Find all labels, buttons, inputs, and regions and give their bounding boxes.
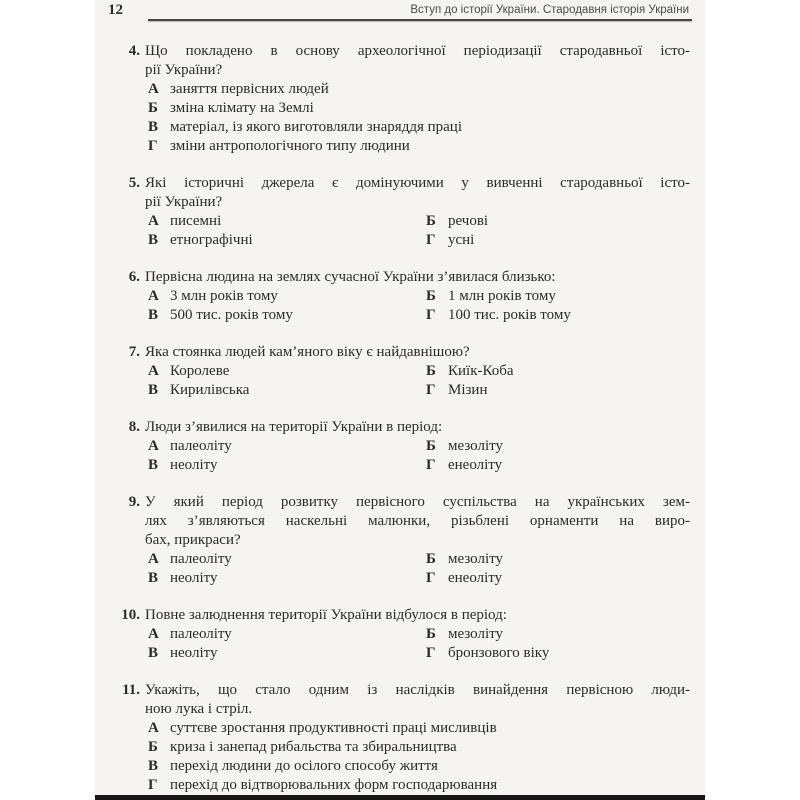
running-header [95, 0, 705, 21]
option-letter: Г [426, 307, 436, 323]
option-letter: Б [426, 626, 436, 642]
option-text: заняття первісних людей [170, 81, 329, 97]
option-letter: В [148, 307, 159, 323]
question-text: Первісна людина на землях сучасної України з’явилася близько: [145, 269, 556, 285]
option-text: Королеве [170, 363, 230, 379]
question-text: Люди з’явилися на території України в період: [145, 419, 443, 435]
answer-option [145, 776, 690, 795]
question-number: 4. [128, 43, 140, 59]
questions-list [95, 42, 705, 795]
option-text: Киїк-Коба [448, 363, 514, 379]
answer-option [423, 306, 690, 325]
answer-option [423, 456, 690, 475]
question-block-11 [95, 681, 705, 795]
option-letter: А [148, 626, 159, 642]
answer-option [145, 118, 690, 137]
option-letter: Г [148, 777, 158, 793]
page-surface [95, 0, 705, 800]
option-letter: Б [426, 213, 436, 229]
question-number: 11. [122, 682, 140, 698]
option-letter: Б [148, 100, 158, 116]
option-text: матеріал, із якого виготовляли знаряддя праці [170, 119, 462, 135]
option-letter: А [148, 213, 159, 229]
option-text: неоліту [170, 645, 218, 661]
running-header-title: Вступ до історії України. Стародавня історія України [410, 4, 689, 16]
answer-option [423, 437, 690, 456]
option-text: перехід до відтворювальних форм господарювання [170, 777, 498, 793]
answer-option [145, 80, 690, 99]
option-letter: Г [426, 645, 436, 661]
option-text: енеоліту [448, 457, 503, 473]
option-text: 500 тис. років тому [170, 307, 293, 323]
question-text: Що покладено в основу археологічної періодизації стародавньої істо- рії України? [145, 43, 690, 78]
answer-option [145, 287, 423, 306]
answer-option [145, 381, 423, 400]
question-text: Укажіть, що стало одним із наслідків винайдення первісною люди- ною лука і стріл. [145, 682, 690, 717]
option-letter: А [148, 363, 159, 379]
answer-option [423, 550, 690, 569]
question-block-7 [95, 343, 705, 400]
answer-option [145, 212, 423, 231]
question-text: Повне залюднення території України відбулося в період: [145, 607, 507, 623]
option-text: усні [448, 232, 475, 248]
option-text: речові [448, 213, 489, 229]
option-letter: В [148, 457, 159, 473]
option-letter: А [148, 720, 159, 736]
option-letter: В [148, 645, 159, 661]
option-text: мезоліту [448, 551, 503, 567]
option-text: писемні [170, 213, 222, 229]
option-letter: Г [426, 570, 436, 586]
question-block-5 [95, 174, 705, 250]
answer-option [423, 362, 690, 381]
option-letter: А [148, 438, 159, 454]
option-text: етнографічні [170, 232, 253, 248]
answer-option [145, 99, 690, 118]
page-number: 12 [108, 2, 123, 18]
question-number: 6. [128, 269, 140, 285]
option-text: мезоліту [448, 626, 503, 642]
answer-option [145, 137, 690, 156]
option-text: мезоліту [448, 438, 503, 454]
question-text: Яка стоянка людей кам’яного віку є найдавнішою? [145, 344, 470, 360]
answer-option [145, 719, 690, 738]
option-text: палеоліту [170, 438, 232, 454]
option-letter: Б [426, 288, 436, 304]
option-text: зміни антропологічного типу людини [170, 138, 410, 154]
option-letter: Г [426, 232, 436, 248]
header-rule [148, 19, 692, 21]
option-text: криза і занепад рибальства та збиральництва [170, 739, 457, 755]
option-text: Мізин [448, 382, 488, 398]
option-letter: А [148, 288, 159, 304]
option-letter: А [148, 551, 159, 567]
answer-option [145, 550, 423, 569]
option-letter: А [148, 81, 159, 97]
question-number: 8. [128, 419, 140, 435]
option-text: бронзового віку [448, 645, 550, 661]
option-letter: Б [426, 363, 436, 379]
option-text: зміна клімату на Землі [170, 100, 314, 116]
option-text: палеоліту [170, 551, 232, 567]
option-letter: Г [426, 457, 436, 473]
option-letter: В [148, 758, 159, 774]
option-letter: Б [148, 739, 158, 755]
question-block-6 [95, 268, 705, 325]
answer-option [423, 231, 690, 250]
answer-option [145, 738, 690, 757]
question-text: Які історичні джерела є домінуючими у вивченні стародавньої істо- рії України? [145, 175, 690, 210]
option-letter: Б [426, 438, 436, 454]
answer-option [145, 306, 423, 325]
option-letter: В [148, 382, 159, 398]
option-text: суттєве зростання продуктивності праці мисливців [170, 720, 497, 736]
question-block-9 [95, 493, 705, 588]
option-letter: В [148, 570, 159, 586]
option-text: палеоліту [170, 626, 232, 642]
question-number: 7. [128, 344, 140, 360]
answer-option [145, 437, 423, 456]
answer-option [145, 569, 423, 588]
option-text: перехід людини до осілого способу життя [170, 758, 438, 774]
answer-option [423, 644, 690, 663]
answer-option [145, 231, 423, 250]
answer-option [145, 362, 423, 381]
question-number: 10. [121, 607, 140, 623]
option-text: 3 млн років тому [170, 288, 278, 304]
option-letter: Г [148, 138, 158, 154]
question-block-4 [95, 42, 705, 156]
option-text: 100 тис. років тому [448, 307, 571, 323]
option-letter: В [148, 119, 159, 135]
option-text: неоліту [170, 570, 218, 586]
option-letter: В [148, 232, 159, 248]
option-text: Кирилівська [170, 382, 250, 398]
answer-option [423, 381, 690, 400]
answer-option [423, 625, 690, 644]
question-number: 5. [128, 175, 140, 191]
option-text: енеоліту [448, 570, 503, 586]
answer-option [423, 212, 690, 231]
option-text: 1 млн років тому [448, 288, 556, 304]
option-letter: Г [426, 382, 436, 398]
answer-option [145, 456, 423, 475]
option-letter: Б [426, 551, 436, 567]
answer-option [145, 644, 423, 663]
page-bottom-edge [95, 795, 705, 800]
answer-option [423, 287, 690, 306]
question-number: 9. [128, 494, 140, 510]
option-text: неоліту [170, 457, 218, 473]
answer-option [145, 757, 690, 776]
question-block-10 [95, 606, 705, 663]
question-block-8 [95, 418, 705, 475]
answer-option [145, 625, 423, 644]
question-text: У який період розвитку первісного суспільства на українських зем- лях з’являються наскельні малюнки, різьблені орнаменти на виро- бах, прикраси? [145, 494, 690, 548]
answer-option [423, 569, 690, 588]
